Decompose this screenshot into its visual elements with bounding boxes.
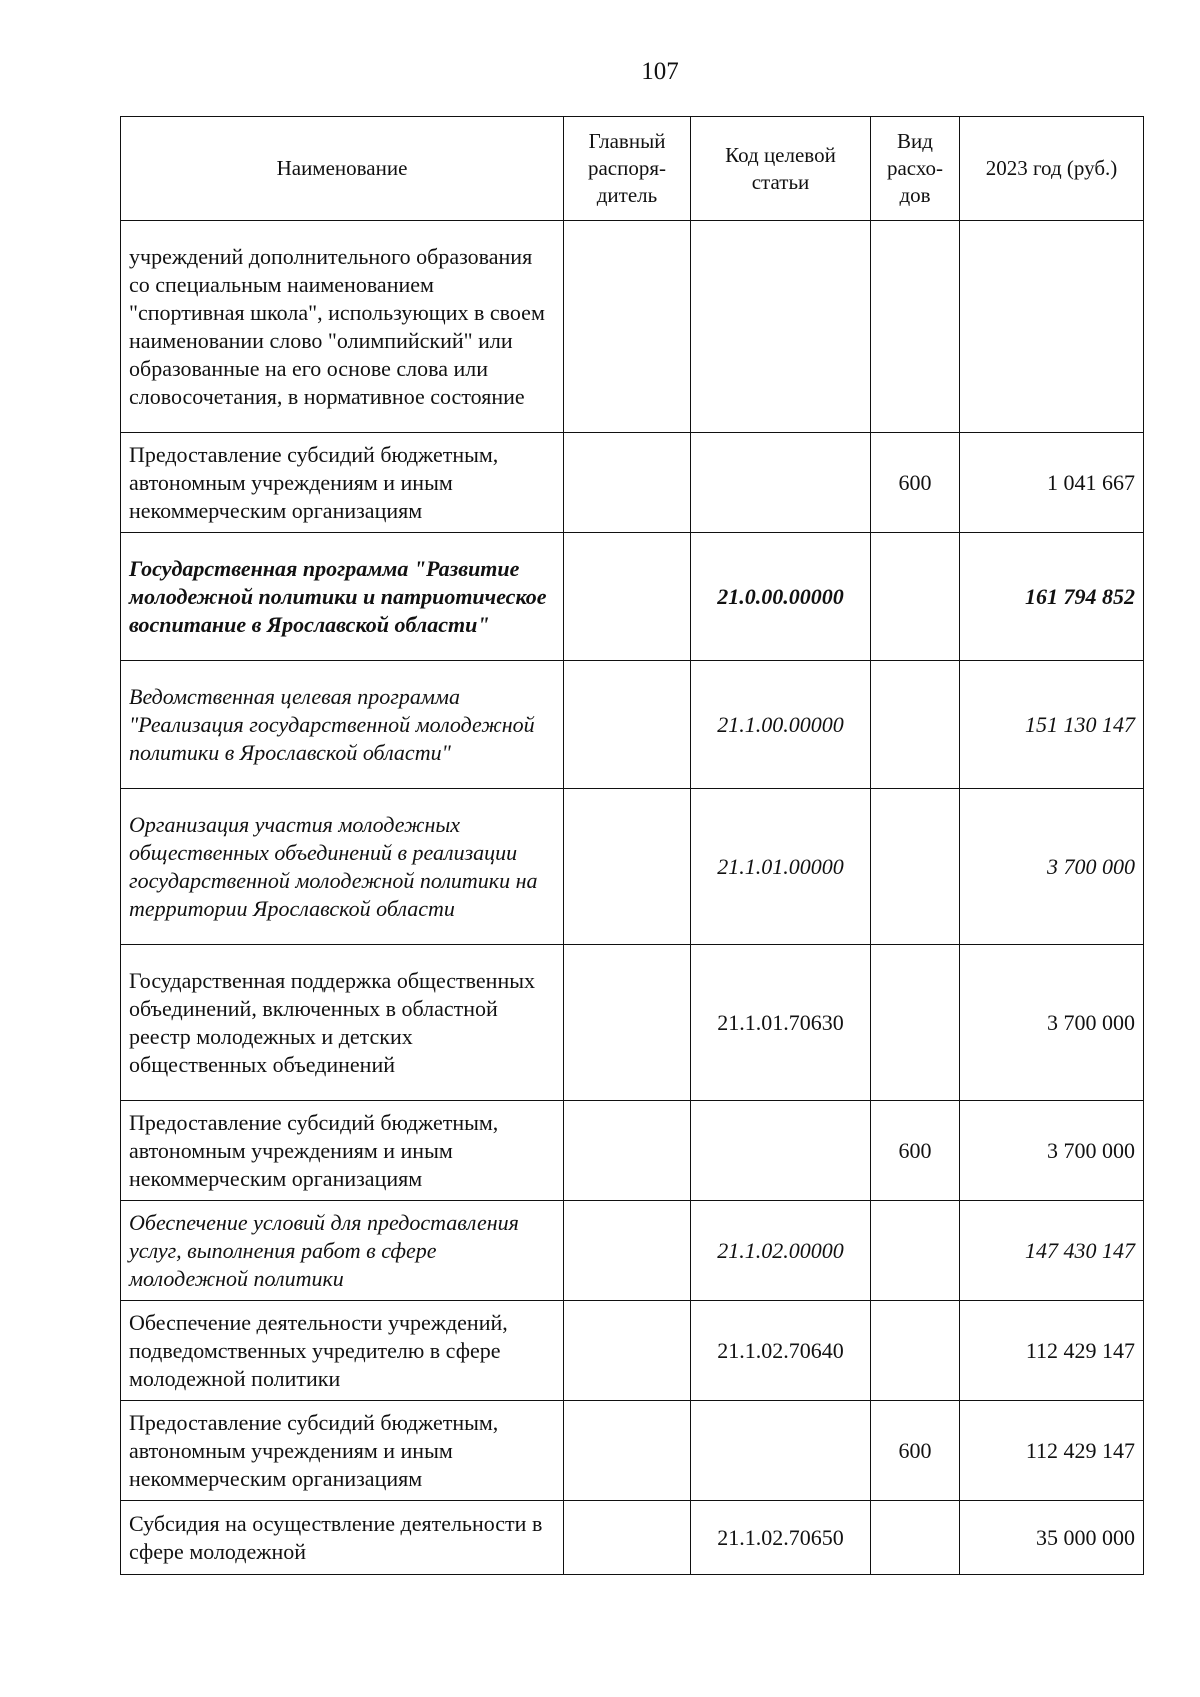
row-code-cell: [691, 1101, 871, 1201]
table-row: [121, 1401, 1144, 1501]
row-amount-cell: 3 700 000: [960, 789, 1144, 945]
row-code-cell: 21.1.02.00000: [691, 1201, 871, 1301]
row-name-cell: Государственная поддержка общественных объединений, включенных в областной реестр молодежных и детских общественных объединений: [121, 945, 564, 1101]
row-amount-cell: 161 794 852: [960, 533, 1144, 661]
row-amount-cell: [960, 221, 1144, 433]
row-name-cell: Государственная программа "Развитие молодежной политики и патриотическое воспитание в Ярославской области": [121, 533, 564, 661]
header-manager: Главный распоря-дитель: [564, 117, 691, 221]
row-amount-cell: 112 429 147: [960, 1301, 1144, 1401]
row-code-cell: [691, 1401, 871, 1501]
table-row: [121, 1301, 1144, 1401]
row-amount-cell: 1 041 667: [960, 433, 1144, 533]
row-manager-cell: [564, 1301, 691, 1401]
row-code-cell: [691, 221, 871, 433]
header-amount: 2023 год (руб.): [960, 117, 1144, 221]
table-header-row: [121, 117, 1144, 221]
row-manager-cell: [564, 945, 691, 1101]
row-name-cell: Предоставление субсидий бюджетным, автономным учреждениям и иным некоммерческим организациям: [121, 1101, 564, 1201]
table-row: [121, 1501, 1144, 1575]
row-code-cell: 21.1.02.70650: [691, 1501, 871, 1575]
row-name-cell: Обеспечение деятельности учреждений, подведомственных учредителю в сфере молодежной политики: [121, 1301, 564, 1401]
row-manager-cell: [564, 661, 691, 789]
row-amount-cell: 35 000 000: [960, 1501, 1144, 1575]
table-row: [121, 1101, 1144, 1201]
header-name: Наименование: [121, 117, 564, 221]
row-manager-cell: [564, 1501, 691, 1575]
row-manager-cell: [564, 1201, 691, 1301]
row-kind-cell: [871, 661, 960, 789]
row-name-cell: Ведомственная целевая программа "Реализация государственной молодежной политики в Ярославской области": [121, 661, 564, 789]
table-row: [121, 533, 1144, 661]
row-kind-cell: [871, 221, 960, 433]
table-row: [121, 789, 1144, 945]
row-kind-cell: [871, 789, 960, 945]
table-body: [121, 221, 1144, 1575]
row-name-cell: Организация участия молодежных общественных объединений в реализации государственной молодежной политики на территории Ярославской области: [121, 789, 564, 945]
row-kind-cell: [871, 1501, 960, 1575]
table-row: [121, 661, 1144, 789]
row-kind-cell: [871, 533, 960, 661]
row-code-cell: 21.0.00.00000: [691, 533, 871, 661]
row-name-cell: Предоставление субсидий бюджетным, автономным учреждениям и иным некоммерческим организациям: [121, 433, 564, 533]
row-name-cell: Субсидия на осуществление деятельности в сфере молодежной: [121, 1501, 564, 1575]
row-kind-cell: 600: [871, 1101, 960, 1201]
table-row: [121, 1201, 1144, 1301]
row-kind-cell: 600: [871, 433, 960, 533]
page-number: 107: [641, 58, 679, 85]
row-amount-cell: 3 700 000: [960, 1101, 1144, 1201]
row-name-cell: учреждений дополнительного образования со специальным наименованием "спортивная школа", использующих в своем наименовании слово "олимпийский" или образованные на его основе слова или словосочетания, в нормативное состояние: [121, 221, 564, 433]
row-kind-cell: [871, 945, 960, 1101]
table-row: [121, 433, 1144, 533]
row-manager-cell: [564, 1401, 691, 1501]
row-manager-cell: [564, 789, 691, 945]
row-code-cell: 21.1.02.70640: [691, 1301, 871, 1401]
header-kind: Вид расхо-дов: [871, 117, 960, 221]
row-name-cell: Предоставление субсидий бюджетным, автономным учреждениям и иным некоммерческим организациям: [121, 1401, 564, 1501]
row-amount-cell: 112 429 147: [960, 1401, 1144, 1501]
row-kind-cell: 600: [871, 1401, 960, 1501]
row-code-cell: [691, 433, 871, 533]
row-manager-cell: [564, 1101, 691, 1201]
row-kind-cell: [871, 1201, 960, 1301]
row-manager-cell: [564, 221, 691, 433]
row-amount-cell: 3 700 000: [960, 945, 1144, 1101]
row-manager-cell: [564, 533, 691, 661]
row-amount-cell: 151 130 147: [960, 661, 1144, 789]
row-name-cell: Обеспечение условий для предоставления услуг, выполнения работ в сфере молодежной политики: [121, 1201, 564, 1301]
header-code: Код целевой статьи: [691, 117, 871, 221]
row-code-cell: 21.1.01.00000: [691, 789, 871, 945]
row-kind-cell: [871, 1301, 960, 1401]
table-row: [121, 221, 1144, 433]
table-row: [121, 945, 1144, 1101]
row-code-cell: 21.1.00.00000: [691, 661, 871, 789]
row-manager-cell: [564, 433, 691, 533]
budget-table: [120, 116, 1144, 1575]
row-code-cell: 21.1.01.70630: [691, 945, 871, 1101]
row-amount-cell: 147 430 147: [960, 1201, 1144, 1301]
